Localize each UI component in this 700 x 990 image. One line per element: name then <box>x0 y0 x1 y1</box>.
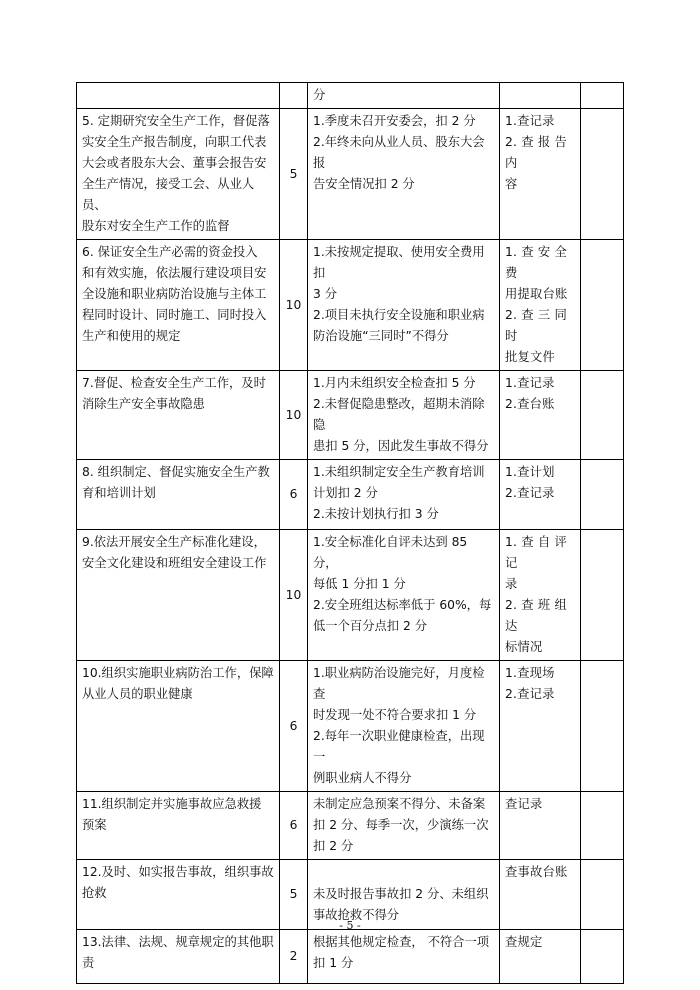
criteria-cell-line: 时发现一处不符合要求扣 1 分 <box>313 708 477 722</box>
item-cell-line: 全生产情况，接受工会、从业人员、 <box>82 177 255 212</box>
method-cell <box>500 109 581 240</box>
table-row <box>77 661 624 792</box>
table-row <box>77 371 624 460</box>
criteria-cell-line: 2.未按计划执行扣 3 分 <box>313 507 439 521</box>
item-cell-line: 股东对安全生产工作的监督 <box>82 219 230 233</box>
criteria-cell-line <box>313 863 494 884</box>
result-cell <box>581 83 624 109</box>
method-cell <box>500 530 581 661</box>
page-number: - 5 - <box>339 919 361 932</box>
criteria-cell-line: 防治设施“三同时”不得分 <box>313 329 449 343</box>
item-cell-line: 和有效实施，依法履行建设项目安 <box>82 266 267 280</box>
item-cell-line: 6. 保证安全生产必需的资金投入 <box>82 245 258 259</box>
score-cell: 2 <box>280 930 308 984</box>
score-cell: 5 <box>280 109 308 240</box>
result-cell <box>581 930 624 984</box>
item-cell-line: 实安全生产报告制度，向职工代表 <box>82 135 267 149</box>
item-cell-line: 9.依法开展安全生产标准化建设， <box>82 535 266 549</box>
criteria-cell-line: 未制定应急预案不得分、未备案 <box>313 797 486 811</box>
score-cell: 5 <box>280 860 308 930</box>
criteria-cell-line: 2.未督促隐患整改，超期未消除隐 <box>313 397 485 432</box>
item-cell-line: 12.及时、如实报告事故，组织事故 <box>82 865 274 879</box>
item-cell <box>77 109 280 240</box>
method-cell <box>500 792 581 860</box>
criteria-cell <box>308 109 500 240</box>
item-cell <box>77 661 280 792</box>
method-cell-line: 1. 查 自 评 记 <box>505 535 567 570</box>
method-cell-line: 1.查计划 <box>505 465 555 479</box>
item-cell-line: 消除生产安全事故隐患 <box>82 397 205 411</box>
table-row <box>77 930 624 984</box>
method-cell-line: 2. 查 报 告 内 <box>505 135 567 170</box>
method-cell-line: 查记录 <box>505 797 543 811</box>
item-cell <box>77 530 280 661</box>
method-cell <box>500 661 581 792</box>
item-cell-line: 13.法律、法规、规章规定的其他职 <box>82 935 274 949</box>
assessment-table-body <box>77 83 624 984</box>
method-cell-line: 1.查记录 <box>505 376 555 390</box>
criteria-cell-line: 低一个百分点扣 2 分 <box>313 619 428 633</box>
method-cell <box>500 930 581 984</box>
table-row <box>77 530 624 661</box>
criteria-cell-line: 2.安全班组达标率低于 60%，每 <box>313 598 492 612</box>
method-cell-line: 2.查台账 <box>505 397 555 411</box>
result-cell <box>581 109 624 240</box>
method-cell-line: 2. 查 班 组 达 <box>505 598 567 633</box>
criteria-cell-line: 扣 2 分、每季一次，少演练一次 <box>313 818 489 832</box>
criteria-cell <box>308 930 500 984</box>
score-cell <box>280 83 308 109</box>
criteria-cell-line: 1.季度未召开安委会，扣 2 分 <box>313 114 476 128</box>
method-cell <box>500 460 581 530</box>
score-cell: 6 <box>280 661 308 792</box>
method-cell-line: 2.查记录 <box>505 687 555 701</box>
result-cell <box>581 792 624 860</box>
criteria-cell-line: 1.未按规定提取、使用安全费用扣 <box>313 245 485 280</box>
criteria-cell <box>308 460 500 530</box>
method-cell <box>500 83 581 109</box>
result-cell <box>581 240 624 371</box>
result-cell <box>581 371 624 460</box>
criteria-cell-line: 1.安全标准化自评未达到 85 分， <box>313 535 468 570</box>
table-row <box>77 83 624 109</box>
criteria-cell-line: 未及时报告事故扣 2 分、未组织 <box>313 887 489 901</box>
item-cell <box>77 240 280 371</box>
method-cell-line: 查规定 <box>505 935 543 949</box>
criteria-cell-line: 3 分 <box>313 287 338 301</box>
method-cell-line: 查事故台账 <box>505 865 568 879</box>
method-cell-line: 容 <box>505 177 518 191</box>
item-cell-line: 预案 <box>82 818 107 832</box>
item-cell <box>77 371 280 460</box>
criteria-cell <box>308 371 500 460</box>
criteria-cell-line: 扣 2 分 <box>313 839 354 853</box>
item-cell-line: 抢救 <box>82 886 107 900</box>
item-cell-line: 7.督促、检查安全生产工作，及时 <box>82 376 266 390</box>
result-cell <box>581 661 624 792</box>
table-row <box>77 240 624 371</box>
item-cell <box>77 83 280 109</box>
criteria-cell-line: 告安全情况扣 2 分 <box>313 177 415 191</box>
method-cell <box>500 240 581 371</box>
criteria-cell <box>308 792 500 860</box>
item-cell <box>77 930 280 984</box>
item-cell-line: 10.组织实施职业病防治工作，保障 <box>82 666 274 680</box>
criteria-cell-line: 扣 1 分 <box>313 956 354 970</box>
criteria-cell-line: 1.职业病防治设施完好，月度检查 <box>313 666 485 701</box>
criteria-cell <box>308 530 500 661</box>
score-cell: 10 <box>280 371 308 460</box>
item-cell <box>77 792 280 860</box>
item-cell-line: 生产和使用的规定 <box>82 329 181 343</box>
result-cell <box>581 460 624 530</box>
method-cell-line: 2.查记录 <box>505 486 555 500</box>
result-cell <box>581 530 624 661</box>
score-cell: 10 <box>280 530 308 661</box>
score-cell: 6 <box>280 792 308 860</box>
item-cell-line: 5. 定期研究安全生产工作，督促落 <box>82 114 270 128</box>
score-cell: 10 <box>280 240 308 371</box>
item-cell <box>77 460 280 530</box>
score-cell: 6 <box>280 460 308 530</box>
assessment-table <box>76 82 624 984</box>
item-cell-line: 育和培训计划 <box>82 486 156 500</box>
criteria-cell-line: 计划扣 2 分 <box>313 486 378 500</box>
method-cell-line: 标情况 <box>505 640 543 654</box>
method-cell <box>500 371 581 460</box>
item-cell-line: 11.组织制定并实施事故应急救援 <box>82 797 262 811</box>
item-cell-line: 从业人员的职业健康 <box>82 687 193 701</box>
criteria-cell-line: 例职业病人不得分 <box>313 771 412 785</box>
criteria-cell-line: 每低 1 分扣 1 分 <box>313 577 406 591</box>
method-cell-line: 用提取台账 <box>505 287 568 301</box>
criteria-cell-line: 事故抢救不得分 <box>313 908 400 922</box>
criteria-cell-line: 患扣 5 分，因此发生事故不得分 <box>313 439 489 453</box>
criteria-cell <box>308 240 500 371</box>
method-cell-line: 录 <box>505 577 518 591</box>
method-cell-line: 1.查记录 <box>505 114 555 128</box>
item-cell-line: 全设施和职业病防治设施与主体工 <box>82 287 267 301</box>
criteria-cell-line: 根据其他规定检查， 不符合一项 <box>313 935 490 949</box>
method-cell-line: 批复文件 <box>505 350 555 364</box>
method-cell-line: 2. 查 三 同 时 <box>505 308 567 343</box>
criteria-cell <box>308 661 500 792</box>
table-row <box>77 109 624 240</box>
method-cell-line: 1. 查 安 全 费 <box>505 245 567 280</box>
criteria-cell-line: 分 <box>313 88 326 102</box>
item-cell-line: 程同时设计、同时施工、同时投入 <box>82 308 267 322</box>
table-row <box>77 460 624 530</box>
criteria-cell <box>308 83 500 109</box>
item-cell-line: 责 <box>82 956 95 970</box>
item-cell-line: 大会或者股东大会、董事会报告安 <box>82 156 267 170</box>
item-cell-line: 安全文化建设和班组安全建设工作 <box>82 556 267 570</box>
criteria-cell-line: 2.项目未执行安全设施和职业病 <box>313 308 485 322</box>
criteria-cell-line: 2.每年一次职业健康检查，出现一 <box>313 729 485 764</box>
criteria-cell-line: 1.月内未组织安全检查扣 5 分 <box>313 376 476 390</box>
criteria-cell-line: 1.未组织制定安全生产教育培训 <box>313 465 485 479</box>
method-cell-line: 1.查现场 <box>505 666 555 680</box>
item-cell-line: 8. 组织制定、督促实施安全生产教 <box>82 465 270 479</box>
table-row <box>77 792 624 860</box>
criteria-cell-line: 2.年终未向从业人员、股东大会报 <box>313 135 485 170</box>
